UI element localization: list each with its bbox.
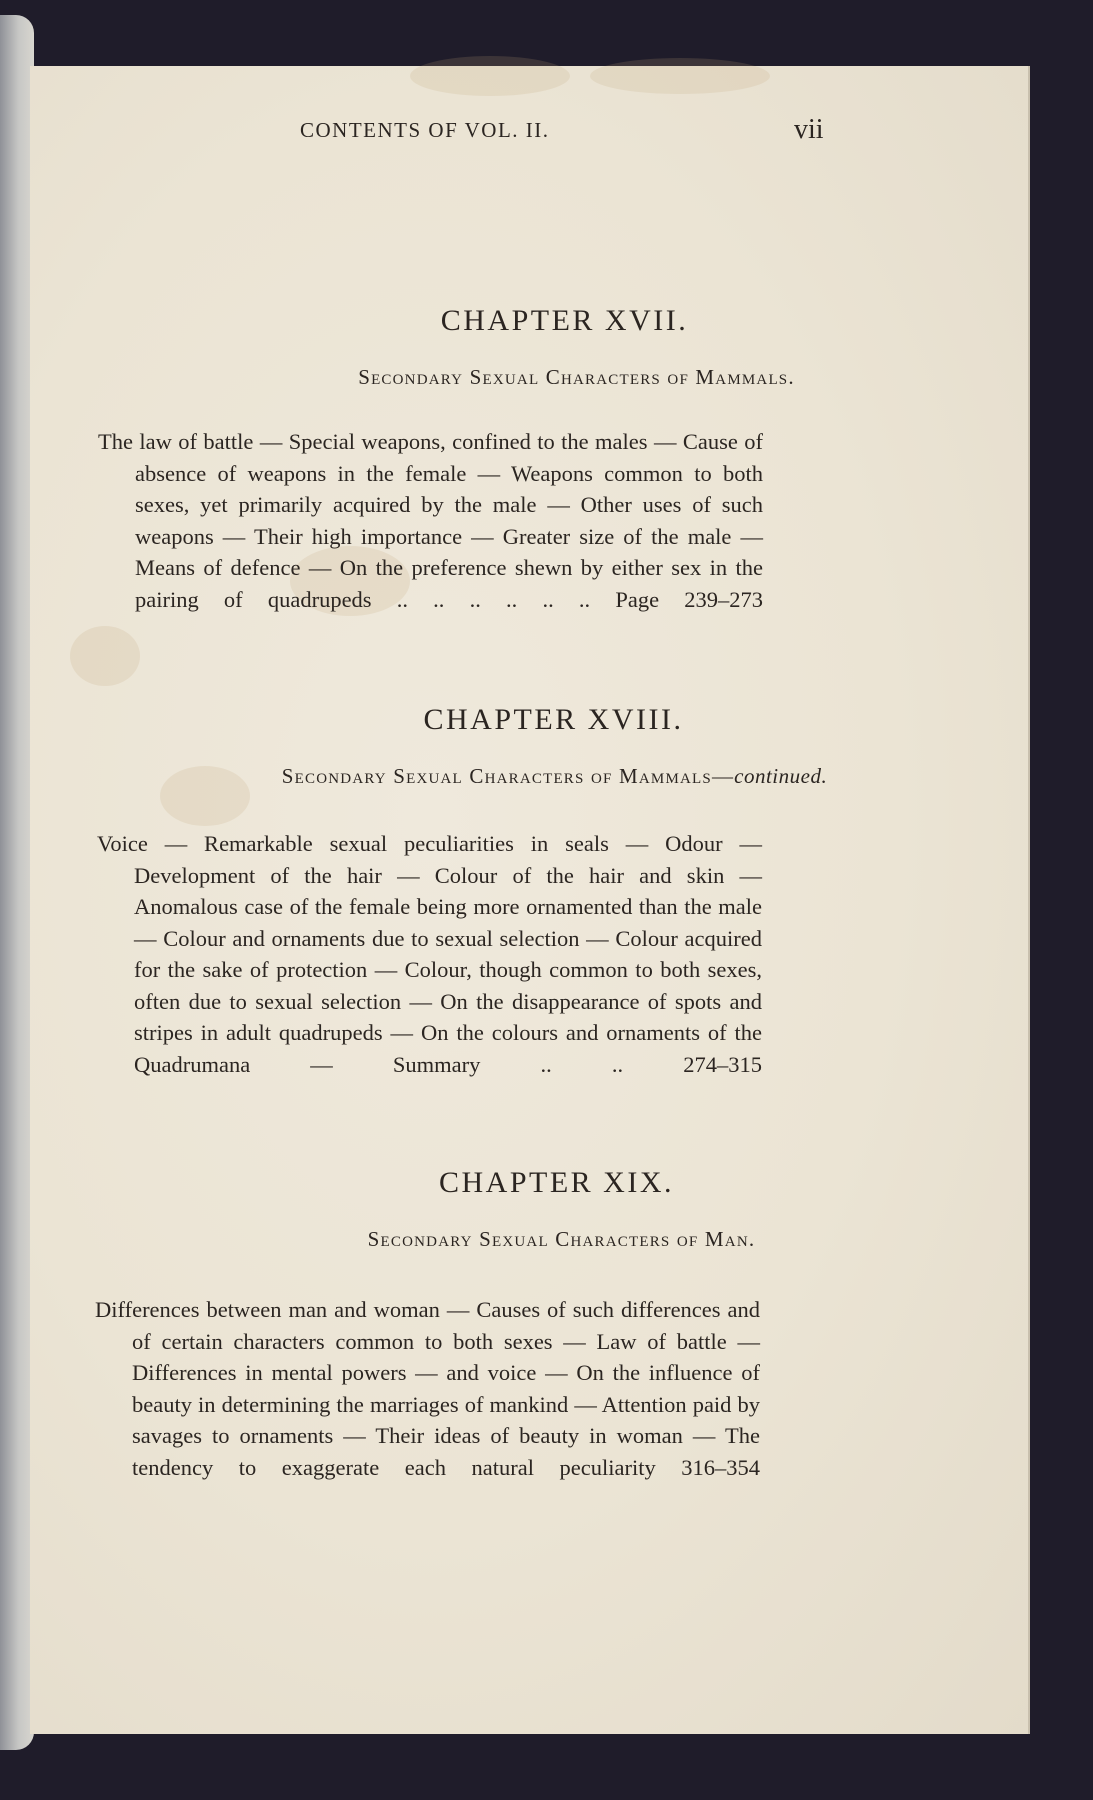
chapter-heading: CHAPTER XVIII. [423,703,684,736]
page-range: 274–315 [683,1051,762,1077]
foxing-stain [410,56,570,96]
chapter-summary-text: Voice — Remarkable sexual peculiarities in seals — Odour — Development of the hair — Colour of the hair and skin — Anomalous case of the female being more ornamented than the male — Colour and ornaments due to sexual selection — Colour acquired for the sake of protection — Colour, though common to both sexes, often due to sexual selection — On the disappearance of spots and stripes in adult quadrupeds — On the colours and ornaments of the Quadrumana — Summary [97,831,762,1077]
foxing-stain [70,626,140,686]
chapter-summary [97,828,762,1080]
foxing-stain [590,58,770,94]
chapter-subtitle [0,1227,1093,1252]
dot-leaders [656,1455,682,1480]
chapter-subtitle-text: Secondary Sexual Characters of Mammals— [281,764,735,788]
running-head [0,114,1093,148]
chapter-subtitle-continued: continued. [734,764,828,788]
chapter-summary-text: Differences between man and woman — Causes of such differences and of certain characters common to both sexes — Law of battle — Differences in mental powers — and voice — On the influence of beauty in determining the marriages of mankind — Attention paid by savages to ornaments — Their ideas of beauty in woman — The tendency to exaggerate each natural peculiarity [95,1297,760,1480]
page-number: vii [794,114,824,145]
chapter-subtitle-text: Secondary Sexual Characters of Mammals. [358,365,795,389]
chapter-section [0,1166,1093,1252]
facing-page-edge [0,15,34,1750]
page-range: Page 239–273 [615,586,763,612]
chapter-subtitle [0,764,1093,789]
chapter-subtitle [0,365,1093,390]
chapter-heading: CHAPTER XVII. [440,304,689,337]
dot-leaders: .. .. .. .. .. .. [371,586,616,612]
dot-leaders: .. .. [480,1051,684,1077]
chapter-summary [95,1294,760,1483]
chapter-summary-text: The law of battle — Special weapons, confined to the males — Cause of absence of weapons in the female — Weapons common to both sexes, yet primarily acquired by the male — Other uses of such weapons — Their high importance — Greater size of the male — Means of defence — On the preference shewn by either sex in the pairing of quadrupeds [98,429,763,612]
running-head-title: CONTENTS OF VOL. II. [300,118,550,142]
chapter-heading: CHAPTER XIX. [438,1166,674,1199]
page-range: 316–354 [681,1454,761,1480]
chapter-summary [98,426,763,615]
chapter-section [0,304,1093,390]
chapter-section [0,703,1093,789]
chapter-subtitle-text: Secondary Sexual Characters of Man. [367,1227,756,1251]
